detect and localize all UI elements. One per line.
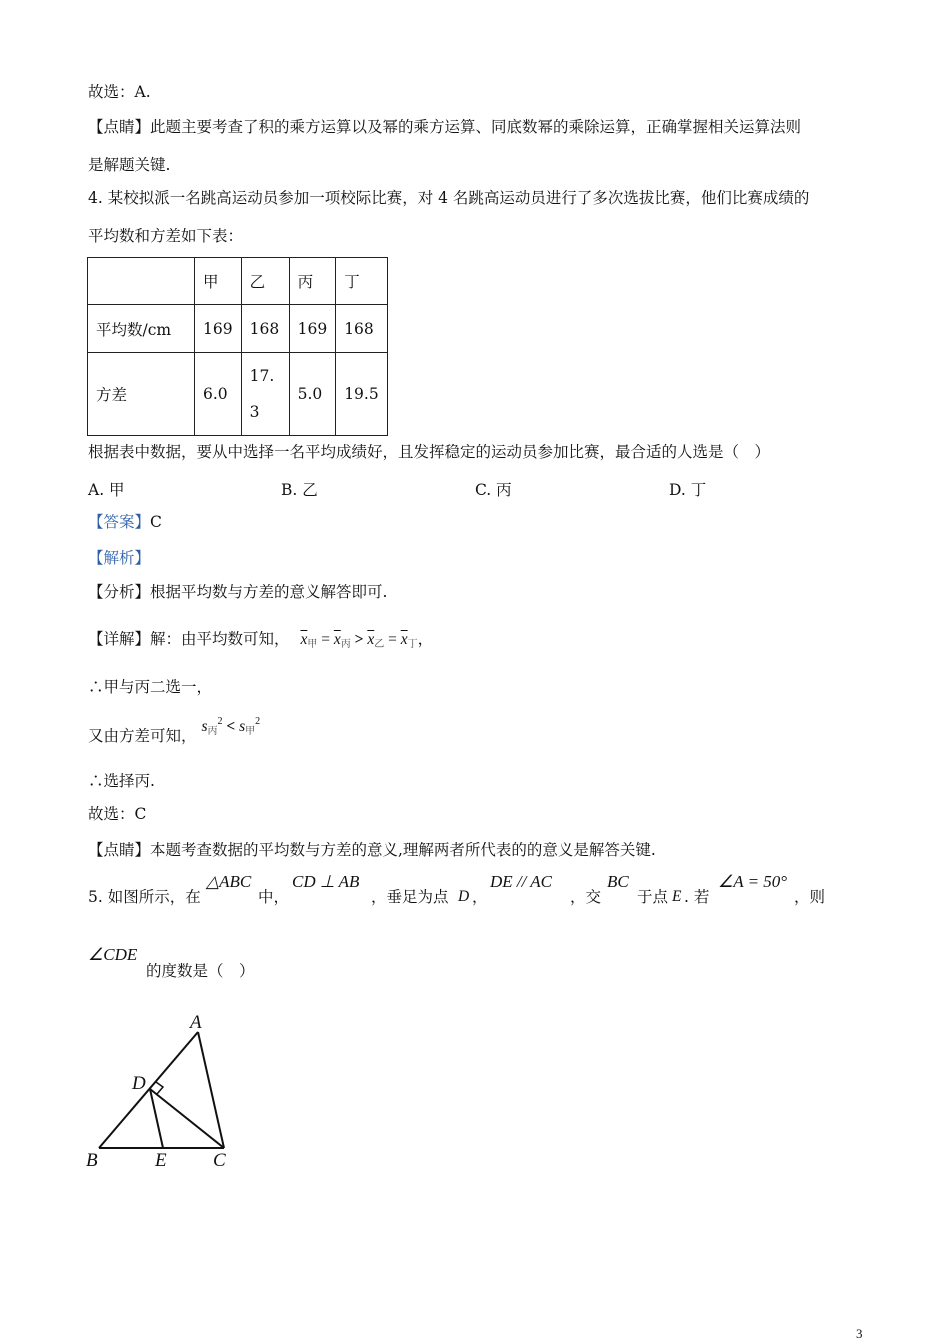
triangle-figure [80,1008,250,1178]
table-cell: 17.3 [241,353,289,436]
sub-jia: 甲 [307,639,318,650]
table-cell: 169 [289,305,336,353]
table-cell: 甲 [195,258,242,305]
q5-text: ，则 [794,888,826,906]
table-cell: 5.0 [289,353,336,436]
q5-text: 的度数是（ ） [146,962,255,980]
q5-perp: CD ⊥ AB [292,872,360,891]
table-cell: 169 [195,305,242,353]
text-line: 是解题关键. [88,156,171,174]
table-cell [88,258,195,305]
table-cell: 平均数/cm [88,305,195,353]
sub-bing-2: 丙 [207,726,218,737]
table-cell: 丙 [289,258,336,305]
q5-angle-cde: ∠CDE [88,945,138,964]
table-cell: 19.5 [336,353,388,436]
analysis-tag: 【解析】 [88,549,151,567]
table-cell: 168 [336,305,388,353]
q5-text: ， [472,888,488,906]
question-4-stem: 平均数和方差如下表： [88,227,244,245]
label-c: C [213,1150,226,1171]
table-row [88,305,388,353]
table-cell: 方差 [88,353,195,436]
stats-table [87,257,388,436]
q5-text: 5. 如图所示，在 [88,888,201,906]
therefore-line: ∴选择丙. [88,772,155,790]
text-line: 【点睛】此题主要考查了积的乘方运算以及幂的乘方运算、同底数幂的乘除运算，正确掌握相关运算法则 [88,118,802,136]
table-row [88,353,388,436]
q5-bc: BC [607,872,629,891]
therefore-line: ∴甲与丙二选一， [88,678,213,696]
option-b: B. 乙 [281,481,318,499]
question-4-stem: 4. 某校拟派一名跳高运动员参加一项校际比赛，对 4 名跳高运动员进行了多次选拔比赛，他们比赛成绩的 [88,189,810,207]
q5-triangle: △ABC [206,872,252,891]
answer-value: C [150,513,162,531]
q5-parallel: DE // AC [490,872,553,891]
q5-text: 中， [258,888,290,906]
detail-line [88,629,433,655]
option-a: A. 甲 [88,481,125,499]
table-cell: 168 [241,305,289,353]
variance-comparison: $s_丙^2 < s_甲^2$ [201,716,261,737]
sub-bing: 丙 [340,639,351,650]
page-number: 3 [856,1326,863,1341]
q5-point-d: D [458,888,470,905]
q5-angle-a: ∠A = 50° [718,872,788,891]
option-d: D. 丁 [669,481,707,499]
detail-text: 解：由平均数可知， [150,630,290,648]
label-e: E [155,1150,167,1171]
q5-text: . 若 [684,888,710,906]
table-cell: 丁 [336,258,388,305]
analysis-summary: 【分析】根据平均数与方差的意义解答即可. [88,583,388,601]
sub-ding: 丁 [407,639,418,650]
q5-text: 于点 [637,888,669,906]
dianjing-line: 【点睛】本题考查数据的平均数与方差的意义,理解两者所代表的的意义是解答关键. [88,841,656,859]
detail-tag: 【详解】 [88,630,151,648]
table-row [88,258,388,305]
segment-ab [99,1032,198,1148]
variance-text: 又由方差可知， [88,727,197,745]
question-4-prompt: 根据表中数据，要从中选择一名平均成绩好，且发挥稳定的运动员参加比赛，最合适的人选是（ ） [88,443,771,461]
answer-tag: 【答案】 [88,513,151,531]
label-b: B [86,1150,98,1171]
mean-comparison: $\overline{x}_甲 = \overline{x}_丙 > \overline{x}_乙 = \overline{x}_丁$， [300,631,434,650]
q5-text: ，垂足为点 [371,888,449,906]
table-cell: 乙 [241,258,289,305]
label-d: D [132,1073,146,1094]
option-c: C. 丙 [475,481,512,499]
answer-line [88,512,162,532]
label-a: A [190,1012,202,1033]
sub-yi: 乙 [374,639,385,650]
table-cell: 6.0 [195,353,242,436]
q5-text: ，交 [570,888,602,906]
q5-point-e: E [672,888,682,905]
choose-line: 故选：C [88,805,147,823]
text-line: 故选：A. [88,83,151,101]
variance-line [88,716,261,752]
right-angle-mark [156,1082,163,1094]
sub-jia-2: 甲 [245,726,256,737]
